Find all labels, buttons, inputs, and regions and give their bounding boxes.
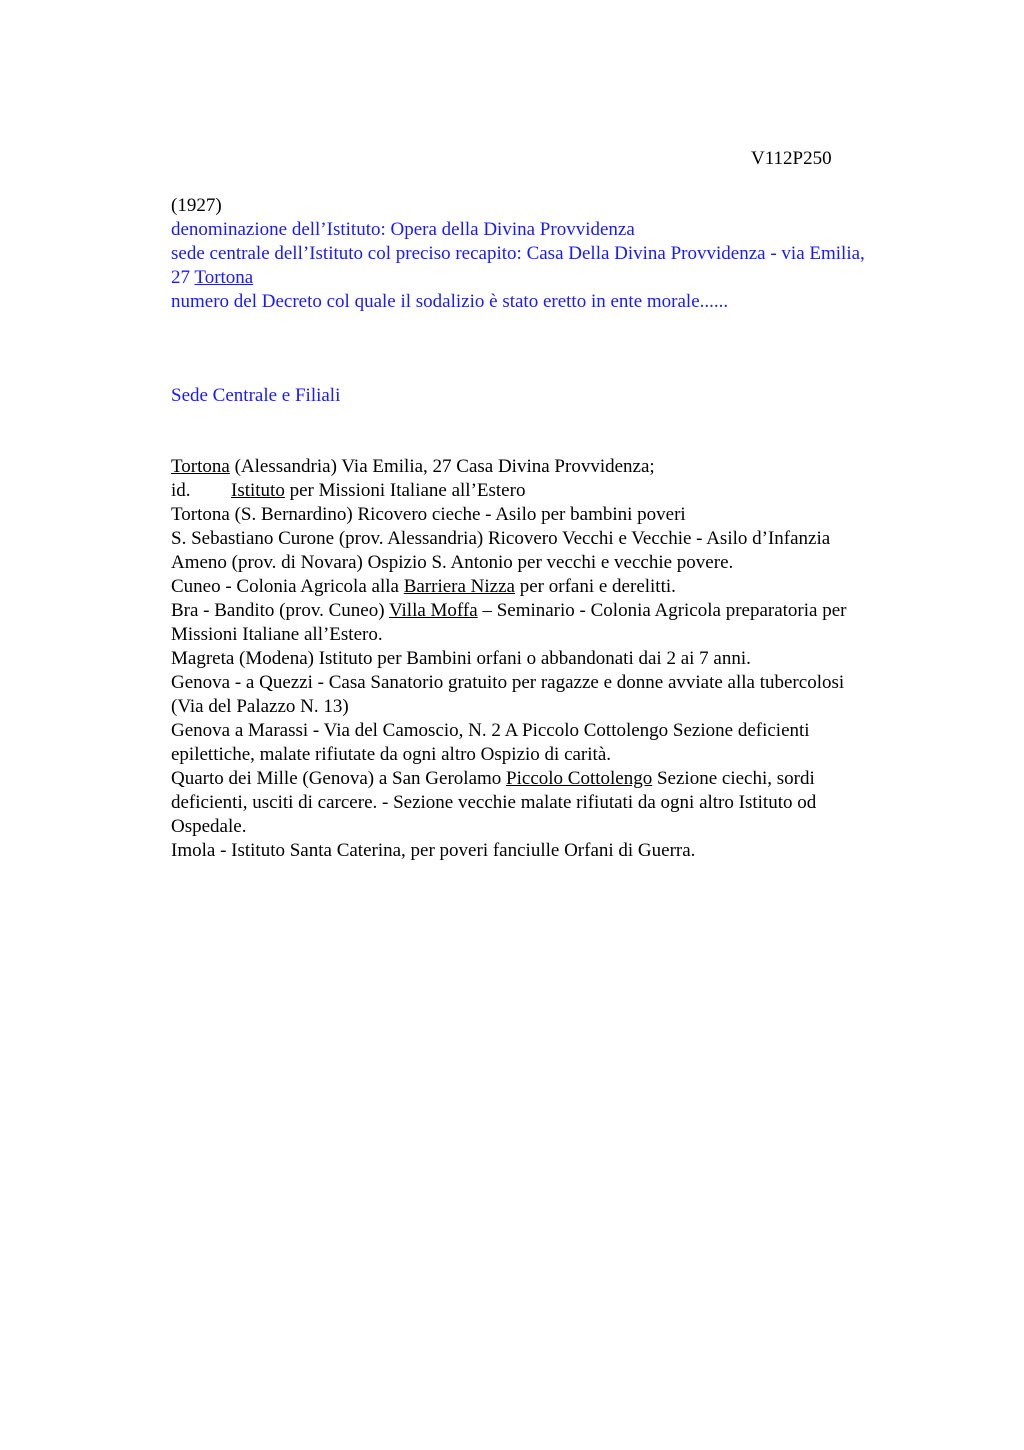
list-item: [171, 767, 941, 791]
sede-centrale-line1: sede centrale dell’Istituto col preciso recapito: Casa Della Divina Provvidenza - via Emilia,: [171, 243, 865, 264]
list-item: Magreta (Modena) Istituto per Bambini orfani o abbandonati dai 2 ai 7 anni.: [171, 648, 751, 669]
list-item: Ameno (prov. di Novara) Ospizio S. Antonio per vecchi e vecchie povere.: [171, 552, 734, 573]
year: (1927): [171, 195, 222, 216]
item-text: per Missioni Italiane all’Estero: [284, 480, 526, 501]
item-text: (Alessandria) Via Emilia, 27 Casa Divina Provvidenza;: [229, 456, 655, 477]
item-text: – Seminario - Colonia Agricola preparatoria per: [477, 600, 847, 621]
place-underlined: Istituto: [231, 480, 285, 501]
item-id: id.: [171, 480, 191, 501]
list-item: [171, 599, 941, 623]
list-item: Tortona (S. Bernardino) Ricovero cieche - Asilo per bambini poveri: [171, 504, 686, 525]
list-item-continuation: deficienti, usciti di carcere. - Sezione vecchie malate rifiutati da ogni altro Istituto od: [171, 792, 817, 813]
item-text: Quarto dei Mille (Genova) a San Gerolamo: [171, 768, 507, 789]
decreto-line: numero del Decreto col quale il sodalizio è stato eretto in ente morale......: [171, 291, 729, 312]
sede-centrale-line2: [171, 266, 941, 290]
list-item: [171, 479, 941, 503]
list-item: [171, 575, 941, 599]
item-text: Bra - Bandito (prov. Cuneo): [171, 600, 389, 621]
list-item: Imola - Istituto Santa Caterina, per poveri fanciulle Orfani di Guerra.: [171, 840, 696, 861]
tortona-link: Tortona: [194, 267, 254, 288]
section-title: Sede Centrale e Filiali: [171, 385, 341, 406]
place-underlined: Barriera Nizza: [403, 576, 515, 597]
item-text: Sezione ciechi, sordi: [652, 768, 815, 789]
list-item: S. Sebastiano Curone (prov. Alessandria) Ricovero Vecchi e Vecchie - Asilo d’Infanzia: [171, 528, 831, 549]
list-item-continuation: Ospedale.: [171, 816, 247, 837]
list-item-continuation: epilettiche, malate rifiutate da ogni altro Ospizio di carità.: [171, 744, 611, 765]
denomination: denominazione dell’Istituto: Opera della Divina Provvidenza: [171, 219, 635, 240]
branches-list: [171, 455, 941, 863]
list-item: [171, 455, 941, 479]
item-text: Cuneo - Colonia Agricola alla: [171, 576, 404, 597]
place-underlined: Piccolo Cottolengo: [506, 768, 653, 789]
document-id: V112P250: [751, 148, 832, 169]
place-underlined: Tortona: [171, 456, 230, 477]
list-item-continuation: Missioni Italiane all’Estero.: [171, 624, 383, 645]
sede-number: 27: [171, 267, 195, 288]
list-item-continuation: (Via del Palazzo N. 13): [171, 696, 349, 717]
place-underlined: Villa Moffa: [388, 600, 478, 621]
list-item: Genova a Marassi - Via del Camoscio, N. 2 A Piccolo Cottolengo Sezione deficienti: [171, 720, 810, 741]
item-text: per orfani e derelitti.: [515, 576, 676, 597]
list-item: Genova - a Quezzi - Casa Sanatorio gratuito per ragazze e donne avviate alla tubercolosi: [171, 672, 845, 693]
institute-header: [171, 194, 941, 314]
